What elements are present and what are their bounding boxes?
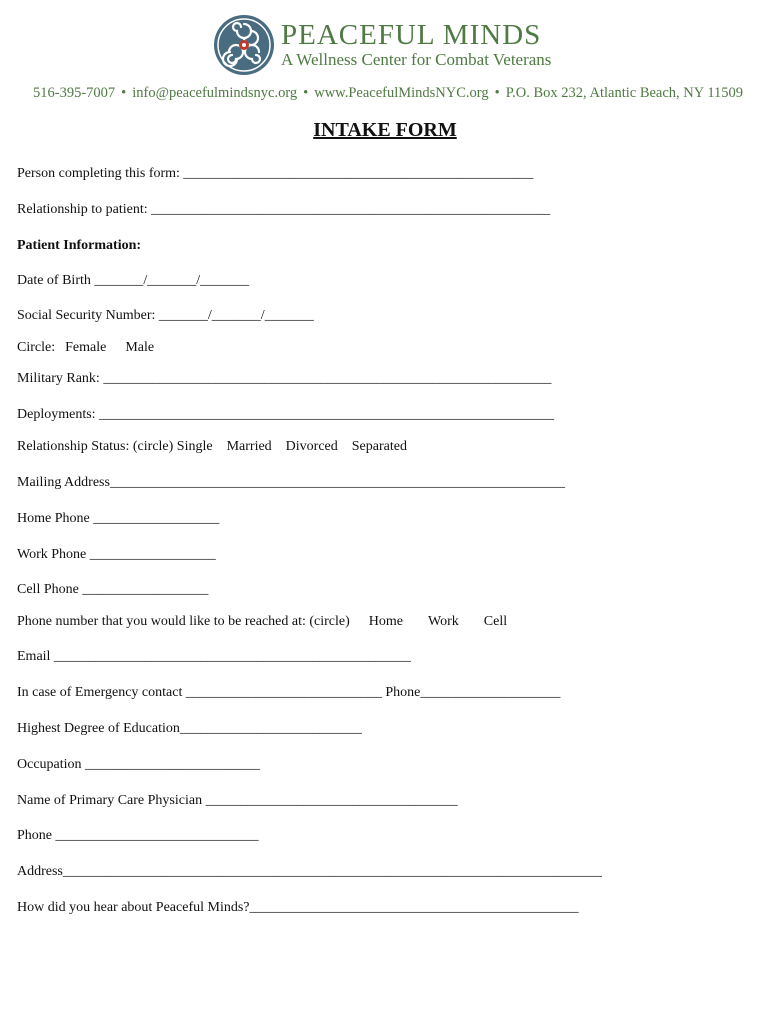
relationship-status-row: [17, 438, 407, 456]
separator-dot: •: [494, 85, 500, 101]
form-title: INTAKE FORM: [313, 119, 457, 141]
email-field[interactable]: Email ___________________________________________________: [17, 649, 411, 664]
ssn-field[interactable]: Social Security Number: _______/_______/_______: [17, 308, 314, 323]
referral-field[interactable]: How did you hear about Peaceful Minds?_______________________________________________: [17, 900, 579, 915]
relationship-to-patient-field[interactable]: Relationship to patient: _________________________________________________________: [17, 202, 551, 217]
pref-home-option[interactable]: Home: [368, 614, 403, 629]
deployments-field[interactable]: Deployments: _________________________________________________________________: [17, 407, 555, 422]
physician-phone-field[interactable]: Phone _____________________________: [17, 828, 259, 843]
date-of-birth-field[interactable]: Date of Birth _______/_______/_______: [17, 273, 250, 288]
status-married-option[interactable]: Married: [226, 439, 272, 454]
person-completing-field[interactable]: Person completing this form: __________________________________________________: [17, 166, 534, 181]
cell-phone-field[interactable]: Cell Phone __________________: [17, 582, 209, 597]
pref-work-option[interactable]: Work: [428, 614, 459, 629]
preferred-phone-label: Phone number that you would like to be reached at: (circle): [17, 614, 350, 629]
emergency-contact-row: [17, 684, 560, 702]
contact-line: [33, 84, 743, 102]
spiral-logo-icon: [213, 14, 275, 76]
military-rank-field[interactable]: Military Rank: ________________________________________________________________: [17, 371, 552, 386]
contact-phone: 516-395-7007: [33, 85, 116, 101]
pref-cell-option[interactable]: Cell: [483, 614, 508, 629]
preferred-phone-row: [17, 613, 507, 631]
work-phone-field[interactable]: Work Phone __________________: [17, 547, 216, 562]
physician-address-field[interactable]: Address_____________________________________________________________________________: [17, 864, 602, 879]
gender-female-option[interactable]: Female: [65, 340, 107, 355]
brand-tagline: A Wellness Center for Combat Veterans: [281, 50, 552, 69]
circle-label: Circle:: [17, 340, 56, 355]
brand-name: PEACEFUL MINDS: [281, 19, 542, 51]
gender-row: [17, 339, 154, 357]
home-phone-field[interactable]: Home Phone __________________: [17, 511, 220, 526]
emergency-phone-field[interactable]: Phone____________________: [385, 685, 561, 700]
separator-dot: •: [303, 85, 309, 101]
contact-address: P.O. Box 232, Atlantic Beach, NY 11509: [505, 85, 744, 101]
gender-male-option[interactable]: Male: [125, 340, 155, 355]
education-field[interactable]: Highest Degree of Education__________________________: [17, 721, 362, 736]
logo-svg: [213, 14, 275, 76]
relationship-status-label: Relationship Status: (circle) Single: [17, 439, 213, 454]
status-divorced-option[interactable]: Divorced: [285, 439, 338, 454]
separator-dot: •: [121, 85, 127, 101]
contact-email[interactable]: info@peacefulmindsnyc.org: [132, 85, 298, 101]
physician-field[interactable]: Name of Primary Care Physician ____________________________________: [17, 793, 458, 808]
mailing-address-field[interactable]: Mailing Address_________________________________________________________________: [17, 475, 565, 490]
status-separated-option[interactable]: Separated: [351, 439, 407, 454]
contact-website[interactable]: www.PeacefulMindsNYC.org: [314, 85, 489, 101]
patient-info-heading: Patient Information:: [17, 238, 142, 253]
occupation-field[interactable]: Occupation _________________________: [17, 757, 261, 772]
emergency-contact-field[interactable]: In case of Emergency contact ____________________________: [17, 685, 382, 700]
